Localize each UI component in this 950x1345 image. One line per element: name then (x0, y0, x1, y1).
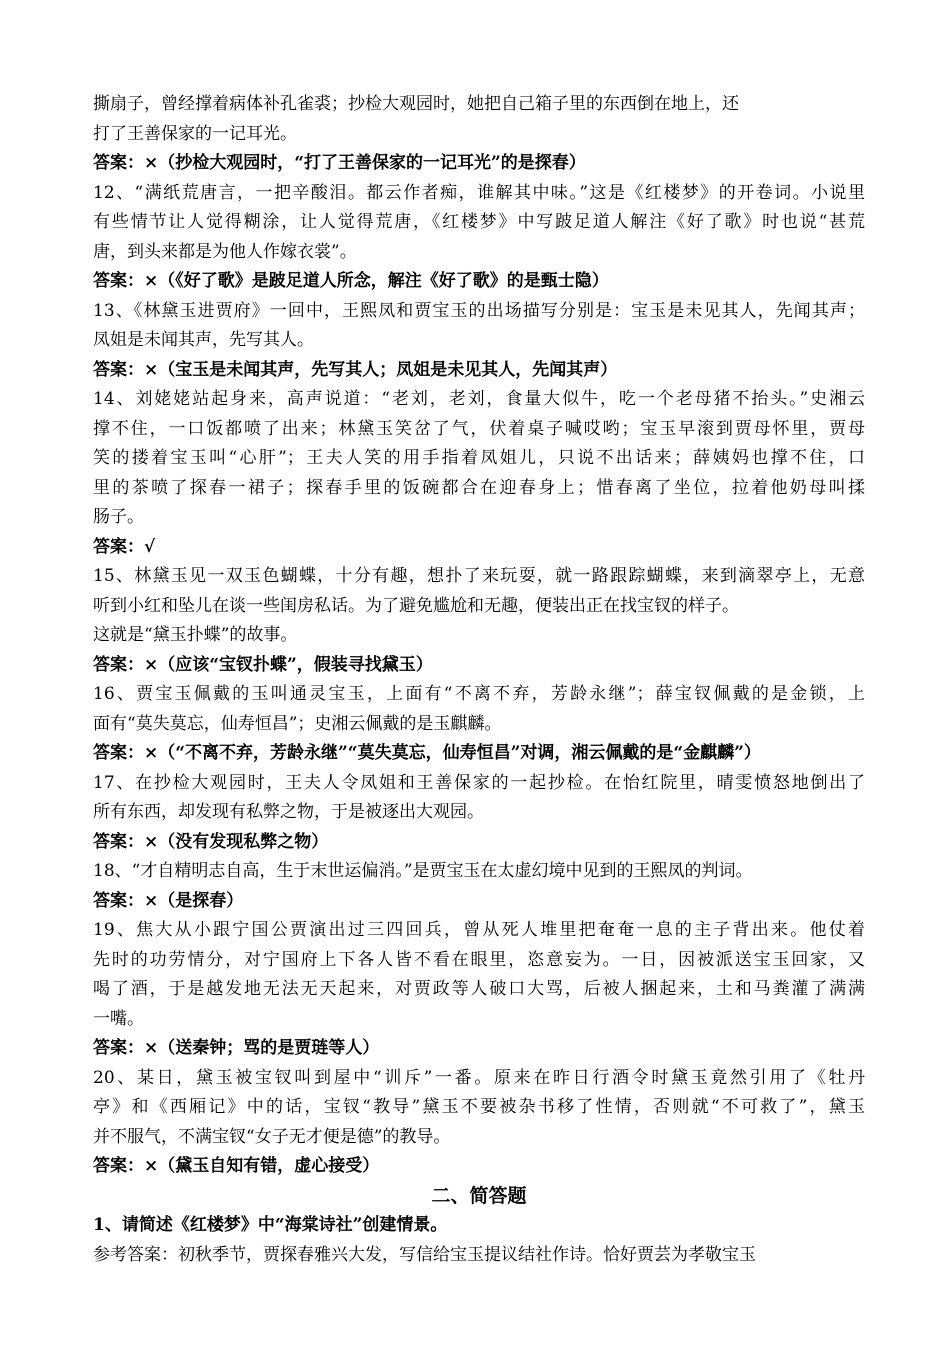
answer-line: 答案：×（应该“宝钗扑蝶”，假装寻找黛玉） (93, 654, 433, 675)
text-line: 20、某日，黛玉被宝钗叫到屋中“训斥”一番。原来在昨日行酒令时黛玉竟然引用了《牡丹 (93, 1067, 865, 1088)
document-page (93, 90, 865, 1270)
text-line: 所有东西，却发现有私弊之物，于是被逐出大观园。 (93, 802, 484, 822)
answer-line: 答案：×（《好了歌》是跛足道人所念，解注《好了歌》的是甄士隐） (93, 271, 609, 291)
answer-line: 答案：√ (93, 536, 156, 557)
text-line: 笑的搂着宝玉叫“心肝”；王夫人笑的用手指着凤姐儿，只说不出话来；薛姨妈也撑不住，口 (93, 448, 865, 468)
text-line: 面有“莫失莫忘，仙寿恒昌”；史湘云佩戴的是玉麒麟。 (93, 713, 502, 734)
text-line: 里的茶喷了探春一裙子；探春手里的饭碗都合在迎春身上；惜春离了坐位，拉着他奶母叫揉 (93, 477, 865, 498)
text-line: 16、贾宝玉佩戴的玉叫通灵宝玉，上面有“不离不弃，芳龄永继”；薛宝钗佩戴的是金锁，上 (93, 684, 865, 704)
answer-line: 答案：×（送秦钟；骂的是贾琏等人） (93, 1038, 380, 1058)
text-line: 这就是“黛玉扑蝶”的故事。 (93, 625, 298, 645)
text-line: 13、《林黛玉进贾府》一回中，王熙凤和贾宝玉的出场描写分别是：宝玉是未见其人，先闻其声； (93, 300, 865, 321)
answer-line: 答案：×（“不离不弃，芳龄永继”“莫失莫忘，仙寿恒昌”对调，湘云佩戴的是“金麒麟”） (93, 743, 761, 763)
text-line: 参考答案：初秋季节，贾探春雅兴大发，写信给宝玉提议结社作诗。恰好贾芸为孝敬宝玉 (93, 1244, 756, 1265)
text-line: 15、林黛玉见一双玉色蝴蝶，十分有趣，想扑了来玩耍，就一路跟踪蝴蝶，来到滴翠亭上，无意 (93, 566, 865, 586)
text-line: 有些情节让人觉得糊涂，让人觉得荒唐，《红楼梦》中写跛足道人解注《好了歌》时也说“甚荒 (93, 212, 865, 232)
text-line: 18、“才自精明志自高，生于末世运偏消。”是贾宝玉在太虚幻境中见到的王熙凤的判词。 (93, 861, 753, 881)
text-line: 亭》和《西厢记》中的话，宝钗“教导”黛玉不要被杂书移了性情，否则就“不可救了”，黛玉 (93, 1097, 865, 1117)
text-line: 喝了酒，于是越发地无法无天起来，对贾政等人破口大骂，后被人捆起来，土和马粪灌了满满 (93, 979, 865, 999)
text-line: 撑不住，一口饭都喷了出来；林黛玉笑岔了气，伏着桌子喊哎哟；宝玉早滚到贾母怀里，贾母 (93, 418, 865, 439)
answer-line: 答案：×（黛玉自知有错，虚心接受） (93, 1156, 380, 1176)
answer-line: 答案：×（是探春） (93, 890, 244, 911)
text-line: 唐，到头来都是为他人作嫁衣裳”。 (93, 241, 357, 262)
text-line: 打了王善保家的一记耳光。 (93, 123, 297, 144)
question-line: 1、请简述《红楼梦》中“海棠诗社”创建情景。 (93, 1215, 448, 1235)
text-line: 肠子。 (93, 507, 144, 527)
text-line: 19、焦大从小跟宁国公贾演出过三四回兵，曾从死人堆里把奄奄一息的主子背出来。他仗着 (93, 920, 865, 940)
text-line: 撕扇子，曾经撑着病体补孔雀裘；抄检大观园时，她把自己箱子里的东西倒在地上，还 (93, 94, 739, 114)
section-heading: 二、简答题 (431, 1184, 527, 1207)
text-line: 凤姐是未闻其声，先写其人。 (93, 330, 314, 350)
text-line: 一嘴。 (93, 1008, 144, 1029)
text-line: 14、刘姥姥站起身来，高声说道：“老刘，老刘，食量大似牛，吃一个老母猪不抬头。”史湘云 (93, 389, 865, 409)
text-line: 17、在抄检大观园时，王夫人令凤姐和王善保家的一起抄检。在怡红院里，晴雯愤怒地倒出了 (93, 772, 865, 793)
text-line: 听到小红和坠儿在谈一些闺房私话。为了避免尴尬和无趣，便装出正在找宝钗的样子。 (93, 595, 739, 616)
text-line: 先时的功劳情分，对宁国府上下各人皆不看在眼里，恣意妄为。一日，因被派送宝玉回家，又 (93, 949, 865, 970)
text-line: 并不服气，不满宝钗“女子无才便是德”的教导。 (93, 1126, 451, 1147)
answer-line: 答案：×（抄检大观园时，“打了王善保家的一记耳光”的是探春） (93, 153, 586, 173)
text-line: 12、“满纸荒唐言，一把辛酸泪。都云作者痴，谁解其中味。”这是《红楼梦》的开卷词。小说里 (93, 182, 865, 203)
answer-line: 答案：×（宝玉是未闻其声，先写其人；凤姐是未见其人，先闻其声） (93, 359, 618, 380)
answer-line: 答案：×（没有发现私弊之物） (93, 831, 329, 852)
